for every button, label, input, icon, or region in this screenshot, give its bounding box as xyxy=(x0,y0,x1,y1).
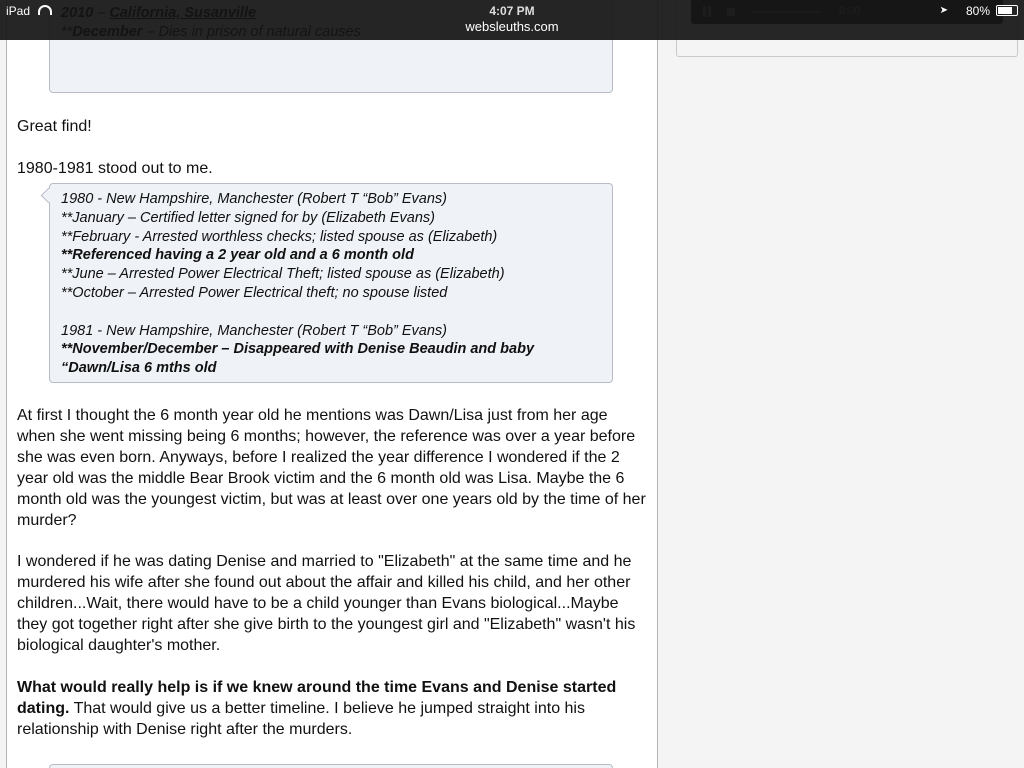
post-content xyxy=(6,0,658,768)
reply-stood-out: 1980-1981 stood out to me. xyxy=(17,160,213,177)
quote-line: **October – Arrested Power Electrical theft; no spouse listed xyxy=(61,284,448,301)
quote-line: 1981 - New Hampshire, Manchester (Robert T “Bob” Evans) xyxy=(61,322,448,339)
address-bar-url[interactable]: websleuths.com xyxy=(465,19,559,34)
device-name: iPad xyxy=(6,4,31,18)
quote-block-main xyxy=(49,183,613,383)
reply-help xyxy=(17,677,649,740)
reply-first-thought: At first I thought the 6 month year old he mentions was Dawn/Lisa just from her age when she went missing being 6 months; however, the reference was over a year before she was even born. Anyways, before I realized the year difference I wondered if the 2 year old was the middle Bear Brook victim and the 6 month old was Lisa. Maybe the 6 month old was the youngest victim, but was at least over one years old by the time of her murder? xyxy=(17,407,646,529)
quote-line: **June – Arrested Power Electrical Theft; listed spouse as (Elizabeth) xyxy=(61,266,505,283)
quote-spacer xyxy=(61,303,601,322)
status-time: 4:07 PM xyxy=(489,4,535,18)
quote-line-bold: **November/December – Disappeared with Denise Beaudin and baby xyxy=(61,341,535,358)
right-sidebar xyxy=(657,0,1024,768)
reply-great-find: Great find! xyxy=(17,118,92,135)
quote-line-bold: **Referenced having a 2 year old and a 6 month old xyxy=(61,247,414,264)
ios-status-bar xyxy=(0,0,1024,40)
quote-line: 1980 - New Hampshire, Manchester (Robert T “Bob” Evans) xyxy=(61,191,448,207)
quote-line: **January – Certified letter signed for by (Elizabeth Evans) xyxy=(61,209,435,226)
reply-help-bold: What would really help is if we knew around the time Evans and Denise started dating. xyxy=(17,679,617,717)
quote-line: **February - Arrested worthless checks; listed spouse as (Elizabeth) xyxy=(61,228,498,245)
reply-wondered: I wondered if he was dating Denise and married to "Elizabeth" at the same time and he murdered his wife after she found out about the affair and killed his child, and her other children...Wait, there would have to be a child younger than Evans biological...Maybe they got together right after she give birth to the youngest girl and "Elizabeth" wasn't his biological daughter's mother. xyxy=(17,553,636,654)
quote-pointer xyxy=(41,188,57,204)
quote-block-bottom xyxy=(49,764,613,768)
battery-icon xyxy=(996,5,1018,16)
location-arrow-icon: ➤ xyxy=(939,5,948,16)
quote-line-bold: “Dawn/Lisa 6 mths old xyxy=(61,360,217,377)
reply-help-rest: That would give us a better timeline. I believe he jumped straight into his relationship with Denise right after the murders. xyxy=(17,700,585,738)
battery-percent: 80% xyxy=(965,4,990,18)
